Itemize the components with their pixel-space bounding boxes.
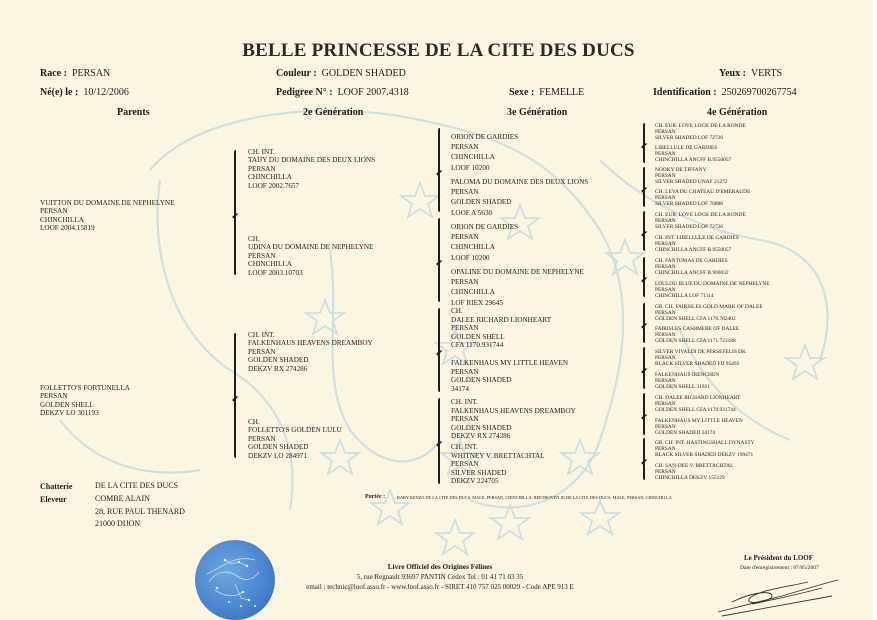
gen4-14-name: FALKENHAUS MY LITTLE HEAVEN: [655, 418, 743, 424]
breeder-name: [95, 493, 185, 531]
gen4-13-color-reg: GOLDEN SHELL CFA 1170.931744: [655, 406, 736, 413]
gen2-3-breed: PERSAN: [248, 347, 276, 356]
brace-gen4-3-icon: [643, 211, 645, 251]
gen2-1-registration: LOOF 2002.7657: [248, 181, 300, 190]
gen3-6-name: FALKENHAUS MY LITTLE HEAVEN: [451, 359, 569, 367]
gen4-6-breed: PERSAN: [655, 240, 676, 247]
birth-date-value: 10/12/2006: [83, 87, 129, 98]
cattery-label: Chatterie: [40, 482, 73, 491]
gen3-4-name: OPALINE DU DOMAINE DE NEPHELYNE: [451, 268, 584, 276]
gen4-entry-1: [655, 124, 746, 141]
gen4-4-color-reg: SILVER SHADED LOF 70888: [655, 200, 723, 207]
gen2-1-color: CHINCHILLA: [248, 173, 292, 182]
identification-field: [653, 87, 797, 98]
gen3-6-color: GOLDEN SHADED: [451, 376, 512, 384]
column-header-gen3: 3e Génération: [507, 107, 568, 118]
gen4-1-color-reg: SILVER SHADED LOF 72726: [655, 134, 723, 141]
brace-gen4-5-icon: [643, 303, 645, 343]
gen2-2-registration: LOOF 2003.10703: [248, 268, 303, 277]
race-field: [40, 68, 110, 79]
gen4-entry-5: [655, 213, 746, 230]
gen4-16-breed: PERSAN: [655, 468, 676, 475]
gen4-7-breed: PERSAN: [655, 263, 676, 270]
gen4-3-breed: PERSAN: [655, 172, 676, 179]
gen4-16-name: CH. SAN-DEE V. BRETTACHTAL: [655, 463, 734, 469]
gen3-5-breed: PERSAN: [451, 324, 479, 332]
gen3-1-color: CHINCHILLA: [451, 153, 495, 162]
gen3-entry-7: [451, 398, 576, 441]
registration-date-value: 07/05/2007: [793, 565, 819, 571]
gen2-entry-4: [248, 418, 342, 460]
birth-date-label: Né(e) le :: [40, 87, 79, 98]
gen3-3-name: ORION DE GARDIES: [451, 223, 519, 231]
gen3-1-breed: PERSAN: [451, 143, 479, 152]
gen4-7-name: CH. FANTOMAS DE GARDIES: [655, 258, 728, 264]
gen4-2-breed: PERSAN: [655, 150, 676, 157]
column-header-gen2: 2e Génération: [303, 107, 364, 118]
brace-gen4-1-icon: [643, 123, 645, 163]
gen4-entry-12: [655, 373, 719, 390]
gen4-14-color-reg: GOLDEN SHADED 34174: [655, 429, 716, 436]
gen3-3-color: CHINCHILLA: [451, 243, 495, 252]
gen4-12-color-reg: GOLDEN SHELL 31921: [655, 383, 710, 390]
gen4-11-breed: PERSAN: [655, 354, 676, 361]
color-value: GOLDEN SHADED: [321, 68, 406, 79]
gen4-12-breed: PERSAN: [655, 377, 676, 384]
gen4-11-name: SILVER VIVALDI DE PERSEFELIS DK: [655, 349, 746, 355]
footer-address: 5, rue Regnault 93697 PANTIN Cedex Tel : 01 41 71 03 35: [356, 573, 524, 581]
loof-footer: [260, 562, 620, 592]
gen2-3-title: CH. INT.: [248, 331, 275, 339]
gen3-entry-4: [451, 267, 584, 308]
dam-name: FOLLETTO'S FORTUNELLA: [40, 384, 130, 392]
gen3-5-name: DALEE RICHARD LIONHEART: [451, 315, 552, 324]
gen4-12-name: FALKENHAUS IRENCHEN: [655, 372, 720, 378]
gen4-15-breed: PERSAN: [655, 445, 676, 452]
gen4-entry-9: [655, 305, 763, 322]
gen3-7-registration: DEKZV RX 274286: [451, 432, 511, 440]
gen3-entry-5: [451, 307, 551, 350]
gen4-10-color-reg: GOLDEN SHELL CFA 1171.723188: [655, 337, 736, 344]
gen4-11-color-reg: BLACK SILVER SHADED FD 95492: [655, 360, 740, 367]
gen2-entry-2: [248, 235, 373, 277]
pedigree-number-label: Pedigree N° :: [276, 87, 333, 98]
gen3-5-title: CH.: [451, 307, 463, 315]
gen4-10-name: FAIRISLES CASHMERE OF DALEE: [655, 326, 740, 332]
gen3-8-registration: DEKZV 224705: [451, 477, 499, 485]
registration-date-label: Date d'enregistrement :: [740, 565, 792, 571]
litter-value: BABY KENZO DE LA CITE DES DUCS, MALE, PERSAN, CHINCHILLA, BEETHOVEN III DE LA CITE DES DUCS, MALE, PERSAN, CHINCHILLA: [397, 495, 672, 500]
brace-gen3-1-icon: [438, 128, 440, 212]
footer-org-name: Livre Officiel des Origines Félines: [387, 563, 493, 571]
gen4-5-name: CH. EUR. LOVE LOCK DE LA RONDE: [655, 212, 746, 218]
race-value: PERSAN: [71, 68, 111, 79]
column-header-gen4: 4e Génération: [707, 107, 768, 118]
gen3-2-color: GOLDEN SHADED: [451, 198, 512, 207]
gen3-5-color: GOLDEN SHELL: [451, 332, 505, 341]
brace-gen3-3-icon: [438, 308, 440, 392]
sire-breed: PERSAN: [40, 207, 68, 216]
gen3-3-registration: LOOF 10200: [451, 253, 490, 262]
gen4-7-color-reg: CHINCHILLA ANCFF B.900032: [655, 269, 729, 276]
gen3-8-color: SILVER SHADED: [451, 468, 507, 477]
registration-date: [740, 565, 819, 571]
gen2-3-color: GOLDEN SHADED: [248, 356, 309, 365]
dam-registration: DEKZV LO 301193: [40, 409, 99, 418]
gen2-entry-3: [248, 331, 373, 373]
gen3-1-name: ORION DE GARDIES: [451, 133, 519, 141]
breeder-name-value: COMBE ALAIN: [95, 494, 150, 503]
eyes-field: [719, 68, 782, 79]
gen2-4-registration: DEKZV LO 284971: [248, 451, 307, 460]
gen2-1-breed: PERSAN: [248, 164, 276, 173]
gen2-1-name: TAÏJY DU DOMAINE DES DEUX LIONS: [248, 156, 376, 165]
gen3-4-color: CHINCHILLA: [451, 288, 495, 297]
gen2-4-color: GOLDEN SHADED: [248, 443, 309, 452]
gen4-entry-15: [655, 441, 755, 458]
litter-label: Portée :: [365, 494, 386, 500]
brace-gen3-4-icon: [438, 398, 440, 484]
gen4-9-color-reg: GOLDEN SHELL CFA 1170.782402: [655, 315, 736, 322]
gen2-3-registration: DEKZV RX 274286: [248, 364, 308, 373]
gen4-8-color-reg: CHINCHILLA LOF 71114: [655, 292, 714, 299]
gen4-8-name: LOULOU BLUE DU DOMAINE DE NEPHELYNE: [655, 281, 770, 287]
gen4-4-breed: PERSAN: [655, 194, 676, 201]
brace-gen4-4-icon: [643, 257, 645, 297]
gen4-14-breed: PERSAN: [655, 423, 676, 430]
gen3-6-breed: PERSAN: [451, 367, 479, 376]
gen2-4-name: FOLLETTO'S GOLDEN LULU: [248, 426, 342, 435]
gen2-1-title: CH. INT.: [248, 148, 275, 156]
identification-value: 250269700267754: [721, 87, 797, 98]
gen3-4-registration: LOF RIEX 29645: [451, 298, 503, 307]
gen4-entry-16: [655, 464, 733, 481]
gen3-entry-2: [451, 177, 588, 218]
eyes-label: Yeux :: [719, 68, 746, 79]
pedigree-number-value: LOOF 2007.4318: [337, 87, 409, 98]
sex-value: FEMELLE: [539, 87, 585, 98]
gen2-4-title: CH.: [248, 418, 260, 426]
gen4-13-name: CH. DALEE RICHARD LIONHEART: [655, 395, 741, 401]
gen4-15-color-reg: BLACK SILVER SHADED DEKZV 199471: [655, 451, 754, 458]
gen3-8-name: WHITNEY V. BRETTACHTAL: [451, 451, 545, 460]
brace-dam-line-icon: [234, 333, 236, 458]
gen4-2-color-reg: CHINCHILLA ANCFF B.9550057: [655, 156, 732, 163]
gen3-4-breed: PERSAN: [451, 278, 479, 287]
gen3-entry-1: [451, 132, 518, 173]
gen3-8-breed: PERSAN: [451, 460, 479, 468]
gen4-entry-4: [655, 190, 750, 207]
cat-name-title: BELLE PRINCESSE DE LA CITE DES DUCS: [242, 40, 635, 61]
brace-gen4-7-icon: [643, 393, 645, 435]
sire-registration: LOOF 2004.15819: [40, 224, 95, 233]
brace-gen4-2-icon: [643, 167, 645, 207]
gen4-5-breed: PERSAN: [655, 217, 676, 224]
eyes-value: VERTS: [750, 68, 783, 79]
color-label: Couleur :: [276, 68, 317, 79]
gen4-entry-2: [655, 146, 731, 163]
gen4-13-breed: PERSAN: [655, 400, 676, 407]
gen3-7-color: GOLDEN SHADED: [451, 423, 512, 432]
gen2-entry-1: [248, 148, 375, 190]
identification-label: Identification :: [653, 87, 717, 98]
gen3-entry-6: [451, 359, 568, 393]
president-title: Le Président du LOOF: [744, 554, 814, 562]
gen3-7-name: FALKENHAUS HEAVENS DREAMBOY: [451, 406, 576, 415]
gen4-1-name: CH. EUR. LOVE LOCK DE LA RONDE: [655, 123, 746, 129]
gen3-1-registration: LOOF 10200: [451, 163, 490, 172]
gen4-entry-3: [655, 168, 727, 185]
gen4-15-name: GR. CH. INT. HASTINGSHALL DYNASTY: [655, 440, 755, 446]
gen3-entry-3: [451, 222, 518, 263]
race-label: Race :: [40, 68, 67, 79]
sire-name: VUITTON DU DOMAINE DE NEPHELYNE: [40, 199, 175, 207]
gen4-4-name: CH. LEVA DU CHATEAU D'EMERAUDE: [655, 189, 751, 195]
gen3-entry-8: [451, 443, 545, 486]
gen4-entry-7: [655, 259, 729, 276]
gen3-3-breed: PERSAN: [451, 233, 479, 242]
gen4-9-breed: PERSAN: [655, 309, 676, 316]
gen3-6-registration: 34174: [451, 384, 469, 393]
brace-gen4-6-icon: [643, 347, 645, 389]
gen2-2-title: CH.: [248, 235, 260, 243]
dam-color: GOLDEN SHELL: [40, 400, 94, 409]
gen4-8-breed: PERSAN: [655, 286, 676, 293]
gen4-1-breed: PERSAN: [655, 128, 676, 135]
breeder-address-line2: 21000 DIJON: [95, 519, 141, 528]
gen4-entry-14: [655, 419, 743, 436]
gen4-6-name: CH. INT. LIBELLULE DE GARDIES: [655, 235, 739, 241]
gen4-entry-10: [655, 327, 739, 344]
gen4-3-color-reg: SILVER SHADED UNAF 21272: [655, 178, 728, 185]
gen4-5-color-reg: SILVER SHADED LOF 72726: [655, 223, 723, 230]
gen2-2-breed: PERSAN: [248, 251, 276, 260]
footer-contact: email : technic@loof.asso.fr - www.loof.asso.fr - SIRET 410 757 025 00029 - Code APE 913 E: [306, 583, 574, 591]
breeder-label: Eleveur: [40, 495, 67, 504]
gen4-entry-6: [655, 236, 739, 253]
gen3-5-registration: CFA 1170.931744: [451, 341, 504, 349]
parent-sire: [40, 199, 175, 233]
gen4-9-name: GR. CH. FAIRISLES GOLD MARK OF DALEE: [655, 304, 763, 310]
color-field: [276, 68, 406, 79]
sex-label: Sexe :: [509, 87, 535, 98]
gen4-6-color-reg: CHINCHILLA ANCFF B.9550057: [655, 246, 732, 253]
gen4-entry-8: [655, 282, 770, 299]
birth-date-field: [40, 87, 129, 98]
signature-scribble-icon: [712, 572, 842, 617]
brace-gen4-8-icon: [643, 438, 645, 480]
gen2-2-name: UDINA DU DOMAINE DE NEPHELYNE: [248, 243, 374, 252]
gen3-7-title: CH. INT.: [451, 398, 478, 406]
gen3-7-breed: PERSAN: [451, 415, 479, 423]
gen3-2-name: PALOMA DU DOMAINE DES DEUX LIONS: [451, 178, 589, 186]
pedigree-number-field: [276, 87, 409, 98]
cattery-value: DE LA CITE DES DUCS: [95, 481, 179, 490]
gen3-2-registration: LOOF A 5630: [451, 208, 493, 217]
gen2-4-breed: PERSAN: [248, 434, 276, 443]
brace-gen3-2-icon: [438, 218, 440, 302]
parent-dam: [40, 384, 130, 418]
gen4-entry-13: [655, 396, 740, 413]
gen2-3-name: FALKENHAUS HEAVENS DREAMBOY: [248, 339, 373, 348]
gen4-16-color-reg: CHINCHILLA DEKZV 155129: [655, 474, 725, 481]
breeder-address-line1: 28, RUE PAUL THENARD: [95, 506, 185, 516]
brace-sire-line-icon: [234, 150, 236, 275]
gen3-2-breed: PERSAN: [451, 188, 479, 197]
gen4-entry-11: [655, 350, 746, 367]
column-header-parents: Parents: [117, 107, 150, 118]
dam-breed: PERSAN: [40, 392, 68, 401]
gen4-10-breed: PERSAN: [655, 331, 676, 338]
sire-color: CHINCHILLA: [40, 215, 84, 224]
sex-field: [509, 87, 584, 98]
gen4-3-name: NOOKY DE TIFFANY: [655, 167, 707, 173]
gen4-2-name: LIBELLULE DE GARDIES: [655, 145, 718, 151]
gen2-2-color: CHINCHILLA: [248, 260, 292, 269]
gen3-8-title: CH. INT.: [451, 443, 478, 451]
